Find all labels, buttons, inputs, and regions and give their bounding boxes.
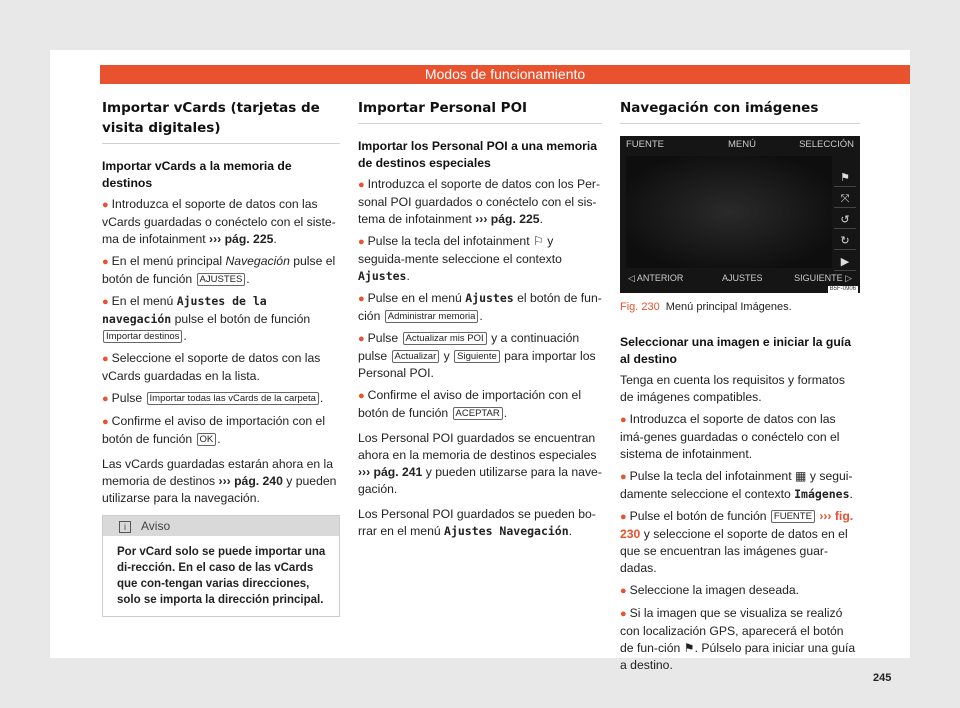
notice-body: Por vCard solo se puede importar una di-rección. En el caso de las vCards que con-tengan varias direcciones, solo se importa la dirección principal. — [117, 546, 326, 606]
bullet-icon: ● — [358, 293, 365, 305]
step-item: ● En el menú principal Navegación pulse el botón de función AJUSTES . — [102, 254, 336, 286]
fit-screen-icon: ⤧ — [834, 191, 856, 208]
bullet-icon: ● — [620, 608, 627, 620]
infotainment-screen-figure — [620, 136, 860, 293]
paragraph: Los Personal POI guardados se pueden bo-rrar en el menú Ajustes Navegación. — [358, 507, 596, 538]
notice-header: i Aviso — [103, 516, 339, 536]
screen-fuente-button: FUENTE — [626, 139, 664, 150]
screen-image-area — [626, 156, 832, 268]
rotate-left-icon: ↺ — [834, 212, 856, 229]
notice-box — [102, 515, 340, 617]
figure-caption: Fig. 230 Menú principal Imágenes. — [620, 301, 792, 313]
paragraph: Tenga en cuenta los requisitos y formatos de imágenes compatibles. — [620, 373, 845, 404]
page-ref[interactable]: ››› pág. 225 — [209, 232, 274, 246]
screen-seleccion-button: SELECCIÓN — [799, 139, 854, 150]
column-image-navigation — [620, 98, 860, 679]
bullet-icon: ● — [358, 333, 365, 345]
rotate-right-icon: ↻ — [834, 233, 856, 250]
step-item: ● Pulse la tecla del infotainment ▦ y segui-damente seleccione el contexto Imágenes. — [620, 469, 853, 501]
bullet-icon: ● — [620, 585, 627, 597]
screen-side-controls — [834, 170, 856, 275]
bullet-icon: ● — [358, 236, 365, 248]
function-key-importar-todas: Importar todas las vCards de la carpeta — [147, 392, 319, 405]
bullet-icon: ● — [102, 199, 109, 211]
flag-icon: ⚑ — [834, 170, 856, 187]
image-gallery-icon: ▦ — [794, 469, 807, 483]
screen-menu-button: MENÚ — [728, 139, 756, 150]
column-import-vcards — [102, 98, 340, 617]
subheading-import-vcards: Importar vCards a la memoria de destinos — [102, 159, 292, 190]
step-item: ● Si la imagen que se visualiza se realizó con localización GPS, aparecerá el botón de fun-ción ⚑. Púlselo para iniciar una guía a destino. — [620, 606, 856, 672]
step-item: ● Pulse Importar todas las vCards de la carpeta . — [102, 391, 324, 405]
destination-flag-icon: ⚑ — [683, 641, 695, 655]
nav-flag-icon: ⚐ — [532, 234, 544, 248]
paragraph: Los Personal POI guardados se encuentran ahora en la memoria de destinos especiales ››› pág. 241 y pueden utilizarse para la nave-gación. — [358, 431, 602, 496]
function-key-ajustes: AJUSTES — [197, 273, 246, 286]
bullet-icon: ● — [102, 393, 109, 405]
function-key-actualizar-poi: Actualizar mis POI — [403, 332, 487, 345]
subheading-import-poi: Importar los Personal POI a una memoria de destinos especiales — [358, 139, 598, 170]
step-item: ● Confirme el aviso de importación con el botón de función OK . — [102, 414, 326, 446]
page-ref[interactable]: ››› pág. 241 — [358, 465, 423, 479]
step-item: ● Introduzca el soporte de datos con los Per-sonal POI guardados o conéctelo con el sis-tema de infotainment ››› pág. 225. — [358, 177, 601, 226]
column-import-poi — [358, 98, 602, 545]
info-icon: i — [119, 521, 131, 533]
screen-siguiente-button: SIGUIENTE ▷ — [794, 273, 852, 283]
step-item: ● Confirme el aviso de importación con el botón de función ACEPTAR . — [358, 388, 582, 420]
heading-import-poi: Importar Personal POI — [358, 98, 602, 124]
bullet-icon: ● — [620, 471, 627, 483]
step-item: ● Introduzca el soporte de datos con las vCards guardadas o conéctelo con el siste-ma de infotainment ››› pág. 225. — [102, 197, 336, 246]
screen-top-bar — [620, 136, 860, 154]
heading-image-navigation: Navegación con imágenes — [620, 98, 860, 124]
play-icon: ▶ — [834, 254, 856, 271]
bullet-icon: ● — [620, 414, 627, 426]
function-key-fuente: FUENTE — [771, 510, 815, 523]
section-header: Modos de funcionamiento — [100, 65, 910, 84]
step-item: ● Seleccione el soporte de datos con las vCards guardadas en la lista. — [102, 351, 321, 383]
step-item: ● Pulse la tecla del infotainment ⚐ y seguida-mente seleccione el contexto Ajustes. — [358, 234, 562, 283]
step-item: ● En el menú Ajustes de la navegación pulse el botón de función Importar destinos . — [102, 294, 311, 343]
function-key-aceptar: ACEPTAR — [453, 407, 503, 420]
step-item: ● Introduzca el soporte de datos con las imá-genes guardadas o conéctelo con el sistema de infotainment. — [620, 412, 840, 461]
bullet-icon: ● — [102, 353, 109, 365]
screen-bottom-bar — [620, 270, 860, 286]
function-key-actualizar: Actualizar — [392, 350, 440, 363]
figure-ref[interactable]: ››› fig. 230 — [620, 509, 854, 541]
step-item: ● Pulse Actualizar mis POI y a continuación pulse Actualizar y Siguiente para importar los Personal POI. — [358, 331, 596, 380]
manual-page — [50, 50, 910, 684]
function-key-siguiente: Siguiente — [454, 350, 500, 363]
bullet-icon: ● — [102, 256, 109, 268]
step-item: ● Pulse en el menú Ajustes el botón de fun-ción Administrar memoria . — [358, 291, 602, 323]
bullet-icon: ● — [620, 511, 627, 523]
paragraph: Las vCards guardadas estarán ahora en la memoria de destinos ››› pág. 240 y pueden utilizarse para la navegación. — [102, 457, 337, 505]
page-ref[interactable]: ››› pág. 240 — [218, 474, 283, 488]
subheading-select-image: Seleccionar una imagen e iniciar la guía al destino — [620, 335, 851, 366]
bullet-icon: ● — [358, 390, 365, 402]
function-key-administrar-memoria: Administrar memoria — [385, 310, 479, 323]
bullet-icon: ● — [358, 179, 365, 191]
page-ref[interactable]: ››› pág. 225 — [475, 212, 540, 226]
page-number: 245 — [873, 672, 892, 684]
function-key-ok: OK — [197, 433, 217, 446]
screen-anterior-button: ◁ ANTERIOR — [628, 273, 684, 283]
step-item: ● Pulse el botón de función FUENTE ››› fig. 230 y seleccione el soporte de datos en el que se encuentran las imágenes guar-dadas. — [620, 509, 854, 575]
bullet-icon: ● — [102, 416, 109, 428]
heading-import-vcards: Importar vCards (tarjetas de visita digitales) — [102, 98, 340, 144]
figure-code: B5F-0906 — [829, 286, 856, 292]
screen-ajustes-button: AJUSTES — [722, 273, 763, 283]
step-item: ● Seleccione la imagen deseada. — [620, 583, 800, 597]
bullet-icon: ● — [102, 296, 109, 308]
function-key-importar-destinos: Importar destinos — [103, 330, 182, 343]
